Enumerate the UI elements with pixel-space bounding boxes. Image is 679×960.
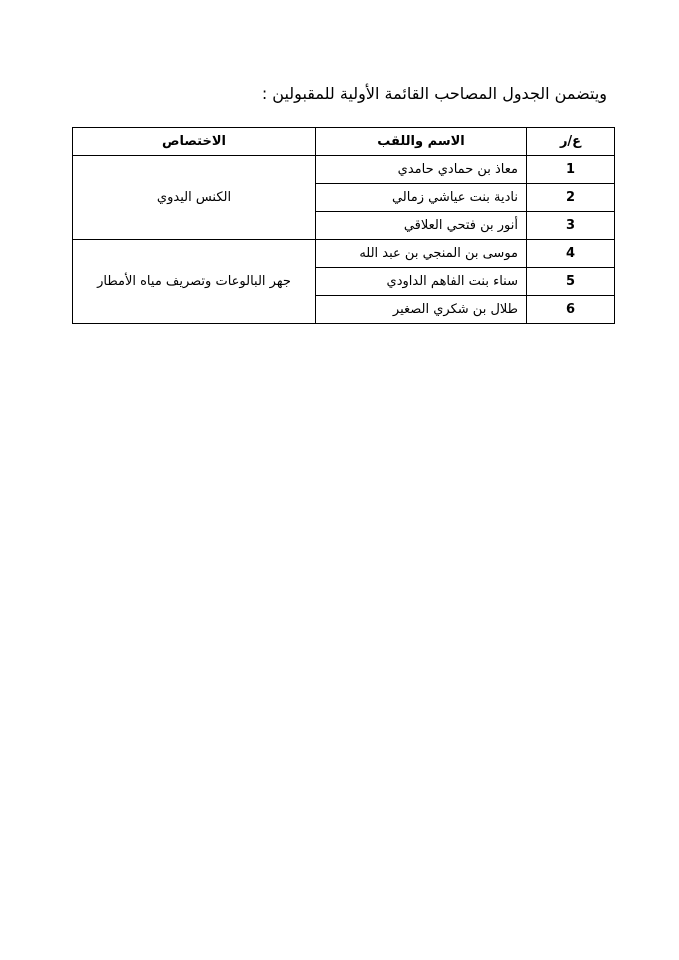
- row-number: 1: [527, 156, 615, 184]
- accepted-list-table: [72, 127, 615, 324]
- row-name: سناء بنت الفاهم الداودي: [316, 268, 527, 296]
- row-number: 3: [527, 212, 615, 240]
- header-number: ع/ر: [527, 128, 615, 156]
- header-name: الاسم واللقب: [316, 128, 527, 156]
- table-header-row: [73, 128, 615, 156]
- row-name: موسى بن المنجي بن عبد الله: [316, 240, 527, 268]
- specialty-cell: جهر البالوعات وتصريف مياه الأمطار: [73, 240, 316, 324]
- row-number: 2: [527, 184, 615, 212]
- header-specialty: الاختصاص: [73, 128, 316, 156]
- row-number: 4: [527, 240, 615, 268]
- row-name: نادية بنت عياشي زمالي: [316, 184, 527, 212]
- specialty-cell: الكنس اليدوي: [73, 156, 316, 240]
- table-row: [73, 156, 615, 184]
- row-name: طلال بن شكري الصغير: [316, 296, 527, 324]
- row-name: أنور بن فتحي العلاقي: [316, 212, 527, 240]
- row-number: 6: [527, 296, 615, 324]
- table-row: [73, 240, 615, 268]
- row-number: 5: [527, 268, 615, 296]
- row-name: معاذ بن حمادي حامدي: [316, 156, 527, 184]
- intro-text: ويتضمن الجدول المصاحب القائمة الأولية للمقبولين :: [261, 84, 607, 103]
